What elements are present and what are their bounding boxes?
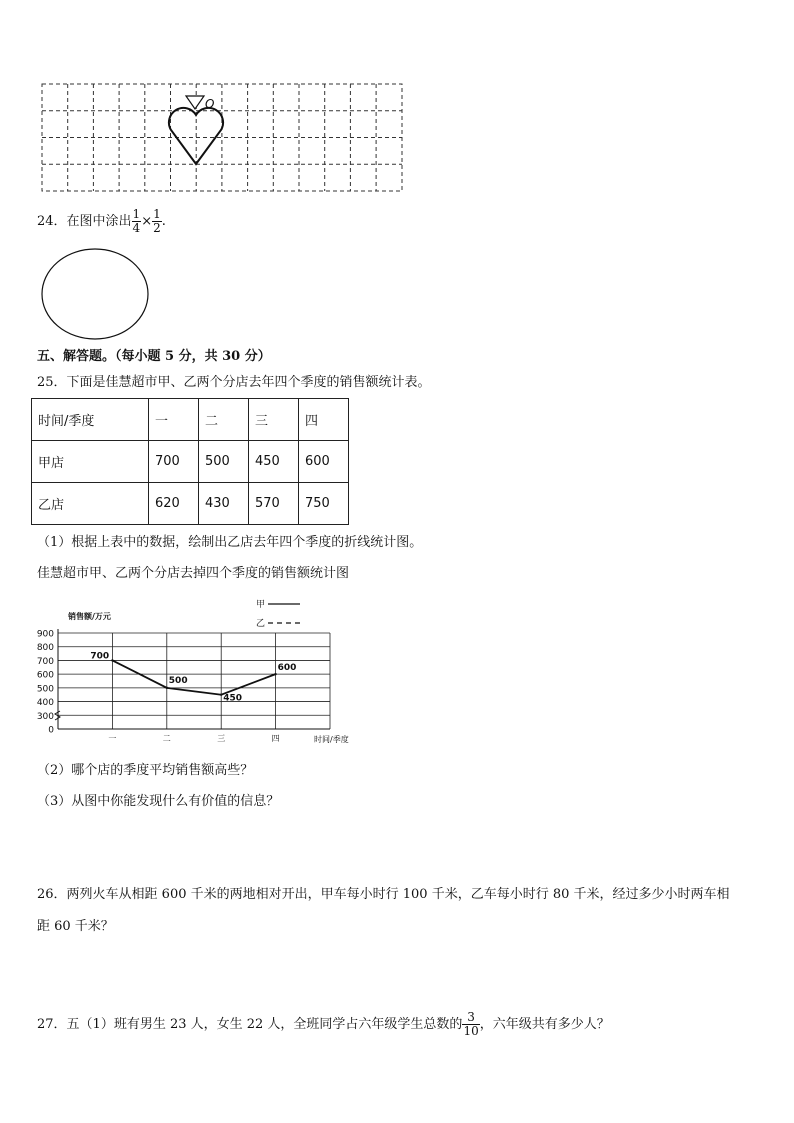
- table-cell: 450: [249, 441, 299, 483]
- x-tick-label: 四: [271, 734, 280, 743]
- point-o-label: O: [205, 97, 215, 111]
- data-label: 450: [223, 693, 242, 704]
- table-cell: 乙店: [32, 483, 149, 525]
- question-25-part1: （1）根据上表中的数据，绘制出乙店去年四个季度的折线统计图。: [37, 535, 423, 550]
- question-25-part3: （3）从图中你能发现什么有价值的信息？: [37, 794, 280, 809]
- question-24: [37, 208, 166, 235]
- data-label: 600: [277, 663, 297, 674]
- table-cell: 500: [199, 441, 249, 483]
- question-25-intro: 25．下面是佳慧超市甲、乙两个分店去年四个季度的销售额统计表。: [37, 375, 431, 390]
- y-tick-label: 300: [36, 711, 54, 722]
- table-cell: 620: [149, 483, 199, 525]
- section-5-title: 五、解答题。（每小题 5 分，共 30 分）: [37, 349, 271, 364]
- sales-table: [31, 398, 349, 525]
- table-row: [32, 441, 349, 483]
- question-25-part2: （2）哪个店的季度平均销售额高些？: [37, 763, 254, 778]
- times-sign: ×: [141, 214, 153, 229]
- data-point: [220, 694, 222, 696]
- data-label: 700: [90, 651, 110, 662]
- data-label: 500: [168, 675, 188, 686]
- table-cell: 甲店: [32, 441, 149, 483]
- table-cell: 二: [199, 399, 249, 441]
- table-cell: 600: [299, 441, 349, 483]
- y-tick-label: 500: [36, 684, 54, 695]
- data-point: [111, 659, 113, 661]
- legend-label: 甲: [256, 600, 266, 610]
- table-cell: 三: [249, 399, 299, 441]
- sales-line-chart: [30, 594, 370, 748]
- table-cell: 时间/季度: [32, 399, 149, 441]
- legend-label: 乙: [256, 619, 266, 629]
- x-tick-label: 一: [108, 734, 117, 743]
- data-point: [274, 673, 276, 675]
- table-cell: 750: [299, 483, 349, 525]
- y-tick-label: 400: [36, 698, 54, 709]
- dashed-grid: [42, 84, 402, 191]
- q24-prefix: 24．在图中涂出: [37, 214, 132, 229]
- question-27: [37, 1011, 610, 1038]
- table-cell: 700: [149, 441, 199, 483]
- y-tick-label: 600: [36, 670, 54, 681]
- y-tick-label: 800: [36, 643, 54, 654]
- table-cell: 四: [299, 399, 349, 441]
- y-tick-label: 0: [48, 725, 54, 736]
- q24-suffix: .: [161, 214, 166, 229]
- fraction-1-2: $\frac{1}{2}$: [153, 207, 161, 235]
- y-tick-label: 700: [36, 656, 54, 667]
- table-cell: 430: [199, 483, 249, 525]
- q27-prefix: 27．五（1）班有男生 23 人，女生 22 人，全班同学占六年级学生总数的: [37, 1017, 463, 1032]
- x-axis-label: 时间/季度: [314, 735, 349, 744]
- table-cell: 570: [249, 483, 299, 525]
- fraction-1-4: $\frac{1}{4}$: [132, 207, 141, 235]
- x-tick-label: 三: [217, 734, 226, 743]
- y-tick-label: 900: [36, 629, 54, 640]
- fraction-3-10: $\frac{3}{10}$: [463, 1010, 479, 1038]
- table-header-row: [32, 399, 349, 441]
- table-row: [32, 483, 349, 525]
- series-line: [112, 660, 275, 694]
- grid-heart-figure: [40, 82, 406, 194]
- table-cell: 一: [149, 399, 199, 441]
- x-tick-label: 二: [162, 734, 171, 743]
- question-26-line2: 距 60 千米？: [37, 919, 114, 934]
- chart-title: 佳慧超市甲、乙两个分店去掉四个季度的销售额统计图: [37, 566, 350, 581]
- y-axis-label: 销售额/万元: [68, 612, 111, 621]
- rotation-marker: [186, 96, 204, 109]
- question-26-line1: 26．两列火车从相距 600 千米的两地相对开出，甲车每小时行 100 千米，乙车每小时行 80 千米，经过多少小时两车相: [37, 887, 730, 902]
- data-point: [166, 687, 168, 689]
- q27-suffix: ，六年级共有多少人？: [479, 1017, 610, 1032]
- circle-figure: [40, 247, 152, 343]
